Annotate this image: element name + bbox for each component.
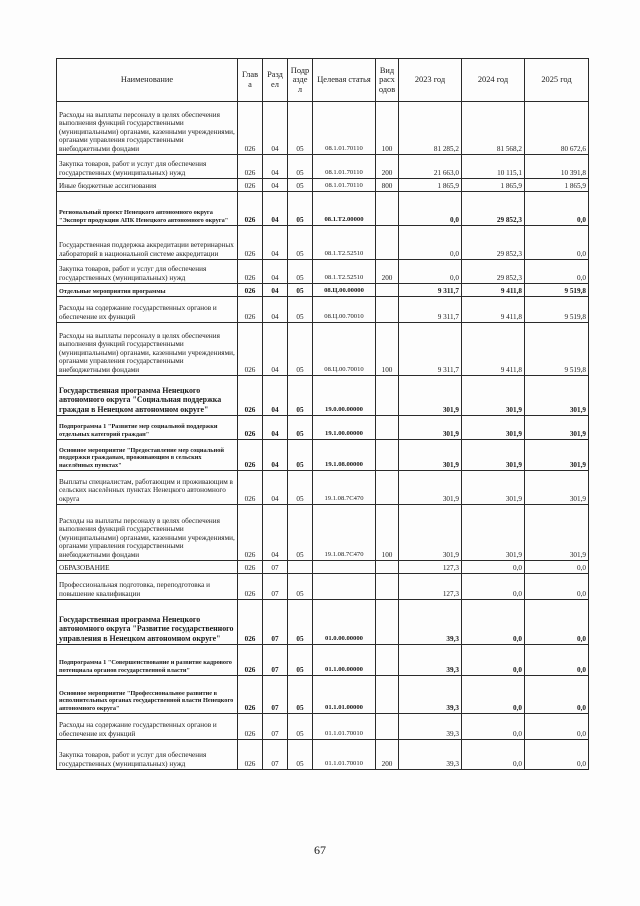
row-podrazdel: 05 (288, 226, 313, 260)
row-glava: 026 (238, 440, 263, 471)
row-2023: 9 311,7 (399, 297, 462, 323)
row-podrazdel: 05 (288, 471, 313, 505)
row-2023: 81 285,2 (399, 102, 462, 155)
row-vid (376, 297, 399, 323)
row-2025: 0,0 (525, 226, 589, 260)
row-name: Государственная поддержка аккредитации ветеринарных лабораторий в национальной системе аккредитации (57, 226, 238, 260)
row-podrazdel: 05 (288, 297, 313, 323)
row-glava: 026 (238, 179, 263, 192)
row-target: 01.0.00.00000 (313, 600, 376, 645)
header-2023: 2023 год (399, 59, 462, 102)
row-2024: 0,0 (462, 676, 525, 714)
row-name: ОБРАЗОВАНИЕ (57, 561, 238, 574)
row-2025: 0,0 (525, 574, 589, 600)
row-razdel: 04 (263, 376, 288, 416)
row-podrazdel: 05 (288, 645, 313, 676)
row-2024: 0,0 (462, 645, 525, 676)
table-header-row (57, 59, 589, 102)
table-row (57, 561, 589, 574)
row-podrazdel: 05 (288, 574, 313, 600)
row-2025: 0,0 (525, 714, 589, 740)
row-glava: 026 (238, 376, 263, 416)
row-glava: 026 (238, 740, 263, 770)
row-2025: 0,0 (525, 561, 589, 574)
row-target: 08.1.01.70110 (313, 102, 376, 155)
row-glava: 026 (238, 416, 263, 440)
row-podrazdel: 05 (288, 714, 313, 740)
header-2024: 2024 год (462, 59, 525, 102)
row-name: Закупка товаров, работ и услуг для обеспечения государственных (муниципальных) нужд (57, 155, 238, 179)
row-vid (376, 471, 399, 505)
table-row (57, 284, 589, 297)
row-glava: 026 (238, 600, 263, 645)
row-2023: 9 311,7 (399, 284, 462, 297)
table-row (57, 676, 589, 714)
row-2025: 0,0 (525, 192, 589, 226)
table-row (57, 376, 589, 416)
row-name: Закупка товаров, работ и услуг для обеспечения государственных (муниципальных) нужд (57, 260, 238, 284)
row-podrazdel: 05 (288, 284, 313, 297)
row-target: 08.1.01.70110 (313, 179, 376, 192)
row-2025: 1 865,9 (525, 179, 589, 192)
row-name: Выплаты специалистам, работающим и проживающим в сельских населённых пунктах Ненецкого автономного округа (57, 471, 238, 505)
row-2023: 0,0 (399, 226, 462, 260)
row-razdel: 04 (263, 260, 288, 284)
row-razdel: 04 (263, 155, 288, 179)
row-2023: 0,0 (399, 192, 462, 226)
table-row (57, 416, 589, 440)
row-razdel: 04 (263, 226, 288, 260)
row-name: Государственная программа Ненецкого автономного округа "Развитие государственного управления в Ненецком автономном округе" (57, 600, 238, 645)
row-2023: 301,9 (399, 376, 462, 416)
row-glava: 026 (238, 574, 263, 600)
row-2023: 301,9 (399, 440, 462, 471)
row-2024: 1 865,9 (462, 179, 525, 192)
row-target: 01.1.01.70010 (313, 740, 376, 770)
row-razdel: 04 (263, 471, 288, 505)
row-vid (376, 600, 399, 645)
row-name: Государственная программа Ненецкого автономного округа "Социальная поддержка граждан в Ненецком автономном округе" (57, 376, 238, 416)
row-name: Закупка товаров, работ и услуг для обеспечения государственных (муниципальных) нужд (57, 740, 238, 770)
row-target: 19.0.00.00000 (313, 376, 376, 416)
row-razdel: 07 (263, 676, 288, 714)
table-row (57, 179, 589, 192)
row-podrazdel: 05 (288, 260, 313, 284)
header-podrazdel: Подр азде л (288, 59, 313, 102)
row-2024: 9 411,8 (462, 284, 525, 297)
row-2025: 301,9 (525, 440, 589, 471)
row-podrazdel: 05 (288, 416, 313, 440)
row-podrazdel (288, 561, 313, 574)
row-vid (376, 645, 399, 676)
row-razdel: 07 (263, 574, 288, 600)
row-vid (376, 574, 399, 600)
table-row (57, 297, 589, 323)
table-row (57, 505, 589, 561)
row-vid (376, 376, 399, 416)
row-razdel: 04 (263, 323, 288, 376)
row-podrazdel: 05 (288, 600, 313, 645)
row-2023: 39,3 (399, 714, 462, 740)
header-target: Целевая статья (313, 59, 376, 102)
table-row (57, 260, 589, 284)
row-podrazdel: 05 (288, 740, 313, 770)
row-glava: 026 (238, 676, 263, 714)
row-name: Иные бюджетные ассигнования (57, 179, 238, 192)
row-name: Основное мероприятие "Профессиональное развитие в исполнительных органах государственной власти Ненецкого автономного округа" (57, 676, 238, 714)
row-2024: 29 852,3 (462, 226, 525, 260)
row-glava: 026 (238, 714, 263, 740)
row-glava: 026 (238, 471, 263, 505)
row-vid: 200 (376, 155, 399, 179)
row-razdel: 04 (263, 102, 288, 155)
row-razdel: 07 (263, 561, 288, 574)
table-row (57, 323, 589, 376)
table-row (57, 102, 589, 155)
row-vid: 800 (376, 179, 399, 192)
row-razdel: 07 (263, 714, 288, 740)
row-vid: 200 (376, 740, 399, 770)
row-target (313, 574, 376, 600)
row-2024: 0,0 (462, 714, 525, 740)
row-name: Основное мероприятие "Предоставление мер социальной поддержки гражданам, проживающим в сельских населённых пунктах" (57, 440, 238, 471)
row-vid: 100 (376, 323, 399, 376)
row-2025: 80 672,6 (525, 102, 589, 155)
row-razdel: 04 (263, 416, 288, 440)
row-podrazdel: 05 (288, 155, 313, 179)
row-name: Отдельные мероприятия программы (57, 284, 238, 297)
row-glava: 026 (238, 284, 263, 297)
row-vid (376, 416, 399, 440)
row-vid (376, 561, 399, 574)
row-2024: 9 411,8 (462, 323, 525, 376)
table-row (57, 471, 589, 505)
row-name: Расходы на содержание государственных органов и обеспечение их функций (57, 297, 238, 323)
row-razdel: 07 (263, 740, 288, 770)
row-target: 19.1.08.00000 (313, 440, 376, 471)
row-2023: 39,3 (399, 740, 462, 770)
row-2023: 127,3 (399, 574, 462, 600)
header-name: Наименование (57, 59, 238, 102)
row-podrazdel: 05 (288, 192, 313, 226)
row-podrazdel: 05 (288, 376, 313, 416)
row-name: Подпрограмма 1 "Развитие мер социальной поддержки отдельных категорий граждан" (57, 416, 238, 440)
row-name: Профессиональная подготовка, переподготовка и повышение квалификации (57, 574, 238, 600)
table-row (57, 645, 589, 676)
row-vid: 100 (376, 505, 399, 561)
row-razdel: 04 (263, 505, 288, 561)
table-row (57, 440, 589, 471)
row-2024: 0,0 (462, 600, 525, 645)
row-target: 19.1.08.7С470 (313, 505, 376, 561)
row-name: Расходы на выплаты персоналу в целях обеспечения выполнения функций государственными (муниципальными) органами, казенными учреждениями, органами управления государственными внебюджетными фондами (57, 505, 238, 561)
row-2025: 301,9 (525, 505, 589, 561)
table-row (57, 155, 589, 179)
row-podrazdel: 05 (288, 505, 313, 561)
row-glava: 026 (238, 102, 263, 155)
row-vid (376, 284, 399, 297)
row-2025: 10 391,8 (525, 155, 589, 179)
table-row (57, 192, 589, 226)
row-glava: 026 (238, 155, 263, 179)
row-glava: 026 (238, 192, 263, 226)
row-2023: 0,0 (399, 260, 462, 284)
row-razdel: 07 (263, 645, 288, 676)
row-2025: 9 519,8 (525, 284, 589, 297)
row-name: Подпрограмма 1 "Совершенствование и развитие кадрового потенциала органов государственной власти" (57, 645, 238, 676)
row-2023: 301,9 (399, 505, 462, 561)
row-2023: 301,9 (399, 471, 462, 505)
table-row (57, 226, 589, 260)
row-glava: 026 (238, 323, 263, 376)
row-target: 08.1.Т2.52510 (313, 260, 376, 284)
row-2024: 301,9 (462, 471, 525, 505)
table-row (57, 714, 589, 740)
row-target: 19.1.08.7С470 (313, 471, 376, 505)
table-row (57, 600, 589, 645)
row-vid (376, 440, 399, 471)
row-vid (376, 226, 399, 260)
row-razdel: 07 (263, 600, 288, 645)
row-vid (376, 676, 399, 714)
row-2023: 21 663,0 (399, 155, 462, 179)
row-podrazdel: 05 (288, 179, 313, 192)
row-razdel: 04 (263, 179, 288, 192)
row-2025: 0,0 (525, 676, 589, 714)
row-2025: 301,9 (525, 376, 589, 416)
row-vid (376, 192, 399, 226)
row-target: 01.1.01.70010 (313, 714, 376, 740)
row-target: 01.1.01.00000 (313, 676, 376, 714)
row-2024: 301,9 (462, 440, 525, 471)
row-target: 08.Ц.00.70010 (313, 297, 376, 323)
row-target: 08.1.01.70110 (313, 155, 376, 179)
row-2024: 0,0 (462, 740, 525, 770)
row-2025: 0,0 (525, 740, 589, 770)
header-razdel: Разд ел (263, 59, 288, 102)
row-glava: 026 (238, 226, 263, 260)
row-2024: 29 852,3 (462, 260, 525, 284)
page-number: 67 (314, 843, 326, 857)
row-2023: 39,3 (399, 676, 462, 714)
row-2024: 9 411,8 (462, 297, 525, 323)
row-2025: 301,9 (525, 471, 589, 505)
row-2025: 9 519,8 (525, 323, 589, 376)
row-podrazdel: 05 (288, 440, 313, 471)
header-vid: Вид расх одов (376, 59, 399, 102)
row-target: 19.1.00.00000 (313, 416, 376, 440)
row-2024: 301,9 (462, 416, 525, 440)
row-2025: 0,0 (525, 645, 589, 676)
row-2025: 0,0 (525, 600, 589, 645)
header-2025: 2025 год (525, 59, 589, 102)
row-target: 08.1.Т2.52510 (313, 226, 376, 260)
row-vid: 100 (376, 102, 399, 155)
row-target: 01.1.00.00000 (313, 645, 376, 676)
row-name: Расходы на содержание государственных органов и обеспечение их функций (57, 714, 238, 740)
row-razdel: 04 (263, 297, 288, 323)
row-2024: 10 115,1 (462, 155, 525, 179)
header-glava: Глав а (238, 59, 263, 102)
row-podrazdel: 05 (288, 102, 313, 155)
row-glava: 026 (238, 260, 263, 284)
row-2023: 39,3 (399, 600, 462, 645)
row-2023: 127,3 (399, 561, 462, 574)
row-2023: 9 311,7 (399, 323, 462, 376)
table-row (57, 574, 589, 600)
row-podrazdel: 05 (288, 676, 313, 714)
row-2024: 81 568,2 (462, 102, 525, 155)
row-razdel: 04 (263, 192, 288, 226)
row-vid (376, 714, 399, 740)
table-row (57, 740, 589, 770)
budget-table (56, 58, 589, 770)
row-2023: 301,9 (399, 416, 462, 440)
row-podrazdel: 05 (288, 323, 313, 376)
row-2025: 0,0 (525, 260, 589, 284)
row-glava: 026 (238, 505, 263, 561)
row-glava: 026 (238, 297, 263, 323)
row-2024: 301,9 (462, 376, 525, 416)
row-target: 08.Ц.00.70010 (313, 323, 376, 376)
row-glava: 026 (238, 645, 263, 676)
row-2025: 9 519,8 (525, 297, 589, 323)
row-target (313, 561, 376, 574)
row-name: Расходы на выплаты персоналу в целях обеспечения выполнения функций государственными (муниципальными) органами, казенными учреждениями, органами управления государственными внебюджетными фондами (57, 323, 238, 376)
row-2024: 301,9 (462, 505, 525, 561)
row-name: Расходы на выплаты персоналу в целях обеспечения выполнения функций государственными (муниципальными) органами, казенными учреждениями, органами управления государственными внебюджетными фондами (57, 102, 238, 155)
row-2024: 0,0 (462, 574, 525, 600)
row-2024: 29 852,3 (462, 192, 525, 226)
row-glava: 026 (238, 561, 263, 574)
row-razdel: 04 (263, 284, 288, 297)
row-vid: 200 (376, 260, 399, 284)
row-2025: 301,9 (525, 416, 589, 440)
row-target: 08.Ц.00.00000 (313, 284, 376, 297)
row-name: Региональный проект Ненецкого автономного округа "Экспорт продукции АПК Ненецкого автономного округа" (57, 192, 238, 226)
row-target: 08.1.Т2.00000 (313, 192, 376, 226)
row-2023: 39,3 (399, 645, 462, 676)
row-2023: 1 865,9 (399, 179, 462, 192)
row-2024: 0,0 (462, 561, 525, 574)
row-razdel: 04 (263, 440, 288, 471)
